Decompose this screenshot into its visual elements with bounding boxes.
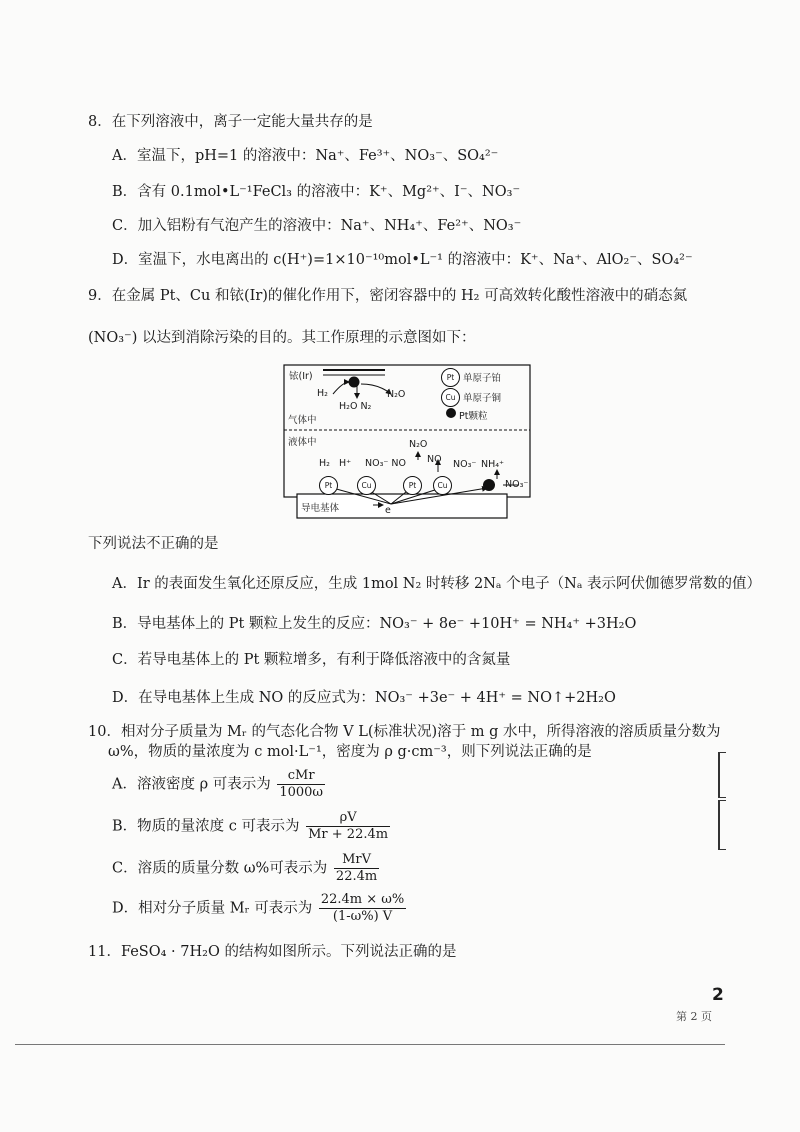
- h-plus-label: H⁺: [339, 458, 352, 469]
- q9-option-d: D．在导电基体上生成 NO 的反应式为：NO₃⁻ +3e⁻ + 4H⁺ = NO↑+2H₂O: [112, 690, 616, 706]
- nh4-label: NH₄⁺: [481, 459, 505, 470]
- q9-stem-line1: 9．在金属 Pt、Cu 和铱(Ir)的催化作用下，密闭容器中的 H₂ 可高效转化酸性溶液中的硝态氮: [88, 288, 688, 304]
- q10-c-numerator: MrV: [334, 852, 379, 869]
- q10-a-fraction: [277, 768, 325, 801]
- pt-atom-1: Pt: [319, 476, 338, 495]
- gas-phase-label: 气体中: [288, 415, 317, 426]
- q10-option-c: [112, 852, 381, 885]
- q10-c-fraction: [334, 852, 379, 885]
- pt-legend-icon: Pt: [441, 368, 460, 387]
- pt-atom-2: Pt: [403, 476, 422, 495]
- page-number: 2: [712, 985, 724, 1005]
- legend-cu-label: 单原子铜: [463, 393, 502, 404]
- legend-particle-label: Pt颗粒: [459, 411, 488, 422]
- ir-label: 铱(Ir): [289, 371, 313, 382]
- q8-stem: 8．在下列溶液中，离子一定能大量共存的是: [88, 114, 373, 130]
- q10-option-d: [112, 892, 408, 925]
- q10-d-fraction: [319, 892, 406, 925]
- q11-stem: 11．FeSO₄ · 7H₂O 的结构如图所示。下列说法正确的是: [88, 944, 457, 960]
- q10-d-numerator: 22.4m × ω%: [320, 892, 405, 907]
- q10-b-prefix: B．物质的量浓度 c 可表示为: [112, 818, 300, 835]
- q10-a-numerator: cMr: [277, 768, 325, 785]
- q10-b-denominator: Mr + 22.4m: [308, 827, 389, 842]
- q10-d-denominator: (1-ω%) V: [332, 909, 393, 924]
- q8-option-b: B．含有 0.1mol•L⁻¹FeCl₃ 的溶液中：K⁺、Mg²⁺、I⁻、NO₃⁻: [112, 184, 521, 200]
- q10-b-numerator: ρV: [306, 810, 390, 827]
- q10-option-a: [112, 768, 327, 801]
- no-label: NO: [427, 454, 442, 465]
- cu-atom-2: Cu: [433, 476, 452, 495]
- q10-a-prefix: A．溶液密度 ρ 可表示为: [112, 776, 271, 793]
- q9-stem-line2: (NO₃⁻) 以达到消除污染的目的。其工作原理的示意图如下：: [88, 330, 476, 346]
- q8-option-a: A．室温下，pH=1 的溶液中：Na⁺、Fe³⁺、NO₃⁻、SO₄²⁻: [112, 148, 499, 164]
- liquid-phase-label: 液体中: [288, 437, 317, 448]
- q10-stem-line2: ω%，物质的量浓度为 c mol·L⁻¹，密度为 ρ g·cm⁻³，则下列说法正确的是: [108, 744, 592, 760]
- n2o-liquid-label: N₂O: [409, 439, 428, 450]
- legend-pt-label: 单原子铂: [463, 373, 502, 384]
- no3-right-label: NO₃⁻: [453, 459, 477, 470]
- footer-rule: [15, 1044, 725, 1045]
- catalysis-diagram: [283, 364, 533, 522]
- q10-a-denominator: 1000ω: [279, 785, 324, 800]
- electron-label: e: [385, 505, 391, 516]
- h2-liquid-label: H₂: [319, 458, 330, 469]
- cu-legend-icon: Cu: [441, 388, 460, 407]
- q9-sub-stem: 下列说法不正确的是: [88, 536, 219, 552]
- h2-gas-label: H₂: [317, 388, 328, 399]
- no3-far-label: NO₃⁻: [505, 479, 529, 490]
- q8-option-c: C．加入铝粉有气泡产生的溶液中：Na⁺、NH₄⁺、Fe²⁺、NO₃⁻: [112, 218, 522, 234]
- q10-c-prefix: C．溶质的质量分数 ω%可表示为: [112, 860, 328, 877]
- binding-bracket-mark: [718, 752, 726, 798]
- q10-b-fraction: [306, 810, 390, 843]
- q9-option-c: C．若导电基体上的 Pt 颗粒增多，有利于降低溶液中的含氮量: [112, 652, 511, 668]
- n2o-gas-label: N₂O: [387, 389, 406, 400]
- q9-option-b: B．导电基体上的 Pt 颗粒上发生的反应：NO₃⁻ + 8e⁻ +10H⁺ = NH₄⁺ +3H₂O: [112, 616, 637, 632]
- page-footer: 第 2 页: [676, 1010, 712, 1023]
- q9-option-a: A．Ir 的表面发生氧化还原反应，生成 1mol N₂ 时转移 2Nₐ 个电子（Nₐ 表示阿伏伽德罗常数的值）: [112, 576, 762, 592]
- binding-bracket-mark-lower: [718, 800, 726, 850]
- q10-c-denominator: 22.4m: [335, 869, 378, 884]
- substrate-label: 导电基体: [301, 503, 340, 514]
- no3-no-label: NO₃⁻ NO: [365, 458, 407, 469]
- cu-atom-1: Cu: [357, 476, 376, 495]
- q10-d-prefix: D．相对分子质量 Mᵣ 可表示为: [112, 900, 313, 917]
- q8-option-d: D．室温下，水电离出的 c(H⁺)=1×10⁻¹⁰mol•L⁻¹ 的溶液中：K⁺、Na⁺、AlO₂⁻、SO₄²⁻: [112, 252, 693, 268]
- q10-stem-line1: 10．相对分子质量为 Mᵣ 的气态化合物 V L(标准状况)溶于 m g 水中，所得溶液的溶质质量分数为: [88, 724, 721, 740]
- q10-option-b: [112, 810, 392, 843]
- h2o-n2-label: H₂O N₂: [339, 401, 372, 412]
